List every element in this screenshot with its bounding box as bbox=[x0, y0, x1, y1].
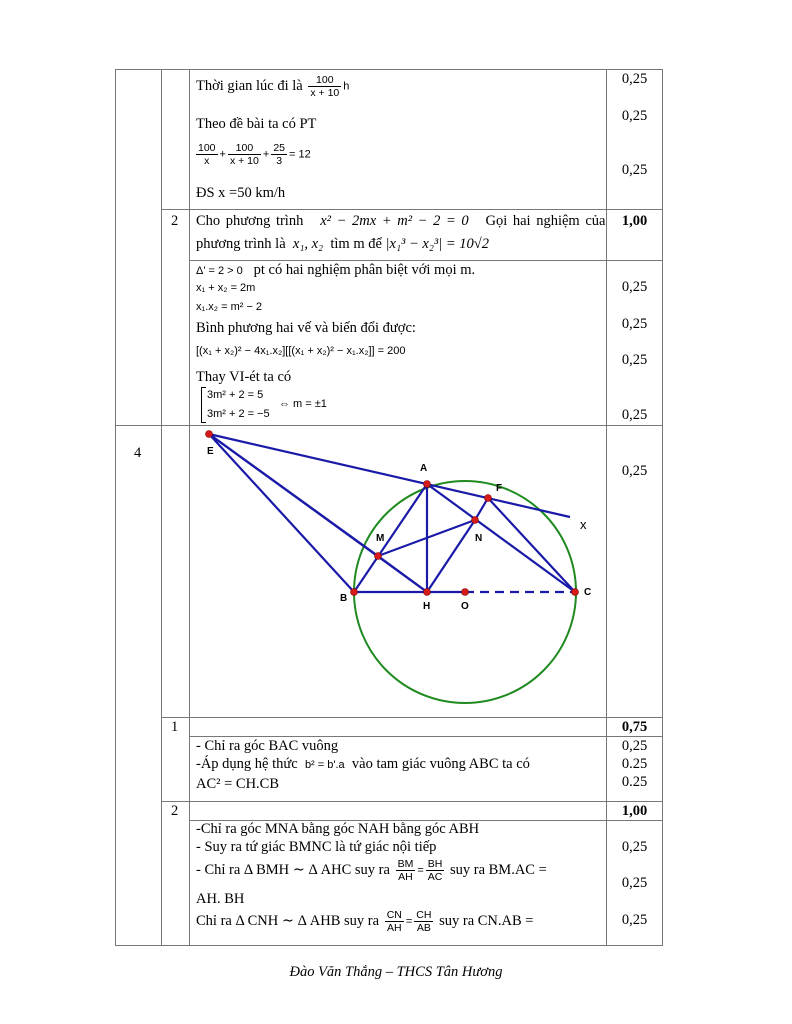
relation-statement: -Áp dụng hệ thức b² = b'.a vào tam giác vuông ABC ta có bbox=[196, 756, 530, 772]
segment-HN bbox=[427, 520, 475, 592]
angle-statement: -Chỉ ra góc MNA bằng góc NAH bằng góc ABH bbox=[196, 821, 480, 837]
substitute-vieta-text: Thay VI-ét ta có bbox=[196, 369, 292, 385]
table-col-divider-2 bbox=[189, 69, 190, 946]
label-N: N bbox=[475, 533, 483, 544]
table-border-bottom bbox=[115, 945, 663, 946]
figure-lines bbox=[209, 434, 575, 592]
segment-NF bbox=[475, 498, 488, 520]
question-2-line-2: phương trình là x₁, x₂ tìm m để |x₁³ − x₂³| = 10√2 bbox=[196, 236, 489, 252]
point-O bbox=[462, 589, 469, 596]
system-bracket bbox=[201, 387, 206, 423]
cyclic-quad-statement: - Suy ra tứ giác BMNC là tứ giác nội tiếp bbox=[196, 839, 437, 855]
relation-result: AC² = CH.CB bbox=[196, 776, 280, 792]
segment-MH bbox=[378, 556, 427, 592]
system-result: ⇔ m = ±1 bbox=[279, 398, 327, 410]
travel-time-fraction: $\frac{100}{x + 10}$ bbox=[310, 74, 340, 99]
point-F bbox=[485, 495, 492, 502]
label-C: C bbox=[584, 587, 592, 598]
subquestion-number: 1 bbox=[171, 719, 179, 735]
row-divider bbox=[115, 425, 663, 426]
label-B: B bbox=[340, 593, 348, 604]
point-M bbox=[375, 553, 382, 560]
answer-text: ĐS x =50 km/h bbox=[196, 185, 286, 201]
label-x: x bbox=[580, 517, 587, 532]
score: 0,25 bbox=[621, 912, 648, 928]
score: 0,25 bbox=[621, 279, 648, 295]
square-equation: [(x₁ + x₂)² − 4x₁.x₂][[(x₁ + x₂)² − x₁.x₂]] = 200 bbox=[196, 345, 406, 357]
score: 0,25 bbox=[621, 108, 648, 124]
page-footer: Đào Văn Thắng – THCS Tân Hương bbox=[289, 964, 503, 980]
score: 0.25 bbox=[621, 774, 648, 790]
label-M: M bbox=[376, 533, 385, 544]
equation-intro: Theo đề bài ta có PT bbox=[196, 116, 317, 132]
segment-FC bbox=[488, 498, 575, 592]
question-number: 4 bbox=[134, 445, 142, 461]
system-equation-1: 3m² + 2 = 5 bbox=[207, 389, 264, 401]
segment-EB bbox=[209, 434, 354, 592]
segment-MN bbox=[378, 520, 475, 556]
segment-AC bbox=[427, 484, 575, 592]
label-H: H bbox=[423, 601, 431, 612]
score: 0,25 bbox=[621, 162, 648, 178]
travel-time-line: Thời gian lúc đi là $\frac{100}{x + 10}$ h bbox=[196, 74, 350, 99]
system-equation-2: 3m² + 2 = −5 bbox=[207, 408, 270, 420]
row-divider bbox=[189, 736, 663, 737]
question-2-line-1: Cho phương trình x² − 2mx + m² − 2 = 0 Gọi hai nghiệm của bbox=[196, 213, 606, 229]
point-E bbox=[206, 431, 213, 438]
figure-points bbox=[206, 431, 579, 596]
similar-triangles-1-result: AH. BH bbox=[196, 891, 245, 907]
label-A: A bbox=[420, 463, 428, 474]
similar-triangles-2: Chỉ ra Δ CNH ∼ Δ AHB suy ra $\frac{CN}{AH}$ = $\frac{CH}{AB}$ suy ra CN.AB = bbox=[196, 909, 534, 934]
segment-BA bbox=[354, 484, 427, 592]
table-border-left bbox=[115, 69, 116, 946]
score: 0,25 bbox=[621, 839, 648, 855]
square-both-sides-text: Bình phương hai vế và biến đổi được: bbox=[196, 320, 416, 336]
score: 0,25 bbox=[621, 738, 648, 754]
score: 0.25 bbox=[621, 756, 648, 772]
figure-score: 0,25 bbox=[621, 463, 648, 479]
point-A bbox=[424, 481, 431, 488]
table-col-divider-1 bbox=[161, 69, 162, 946]
point-B bbox=[351, 589, 358, 596]
label-E: E bbox=[207, 446, 214, 457]
tangent-line-Ex bbox=[209, 434, 570, 517]
score: 0,25 bbox=[621, 352, 648, 368]
table-border-right bbox=[662, 69, 663, 946]
subquestion-number: 2 bbox=[171, 803, 179, 819]
score: 0,25 bbox=[621, 875, 648, 891]
row-divider bbox=[161, 717, 663, 718]
row-divider bbox=[189, 260, 663, 261]
segment-EH bbox=[209, 434, 427, 592]
point-H bbox=[424, 589, 431, 596]
score: 0,25 bbox=[621, 407, 648, 423]
question-number: 2 bbox=[171, 213, 179, 229]
row-divider bbox=[161, 209, 663, 210]
vieta-product: x₁.x₂ = m² − 2 bbox=[196, 301, 263, 313]
main-equation: $\frac{100}{x}$ + $\frac{100}{x + 10}$ + $\frac{25}{3}$ = 12 bbox=[198, 142, 311, 167]
subquestion-score: 0,75 bbox=[621, 719, 648, 735]
discriminant-line: Δ' = 2 > 0 pt có hai nghiệm phân biệt với mọi m. bbox=[196, 262, 476, 278]
circle-O bbox=[354, 481, 576, 703]
score: 0,25 bbox=[621, 316, 648, 332]
right-angle-statement: - Chỉ ra góc BAC vuông bbox=[196, 738, 339, 754]
score: 0,25 bbox=[621, 71, 648, 87]
point-N bbox=[472, 517, 479, 524]
label-O: O bbox=[461, 601, 469, 612]
subquestion-score: 1,00 bbox=[621, 803, 648, 819]
similar-triangles-1: - Chỉ ra Δ BMH ∼ Δ AHC suy ra $\frac{BM}{AH}$ = $\frac{BH}{AC}$ suy ra BM.AC = bbox=[196, 858, 547, 883]
question-score: 1,00 bbox=[621, 213, 648, 229]
segment-EM bbox=[209, 434, 378, 556]
point-C bbox=[572, 589, 579, 596]
vieta-sum: x₁ + x₂ = 2m bbox=[196, 282, 256, 294]
row-divider bbox=[161, 801, 663, 802]
travel-time-text: Thời gian lúc đi là bbox=[196, 78, 303, 94]
label-F: F bbox=[496, 483, 503, 494]
table-border-top bbox=[115, 69, 663, 70]
